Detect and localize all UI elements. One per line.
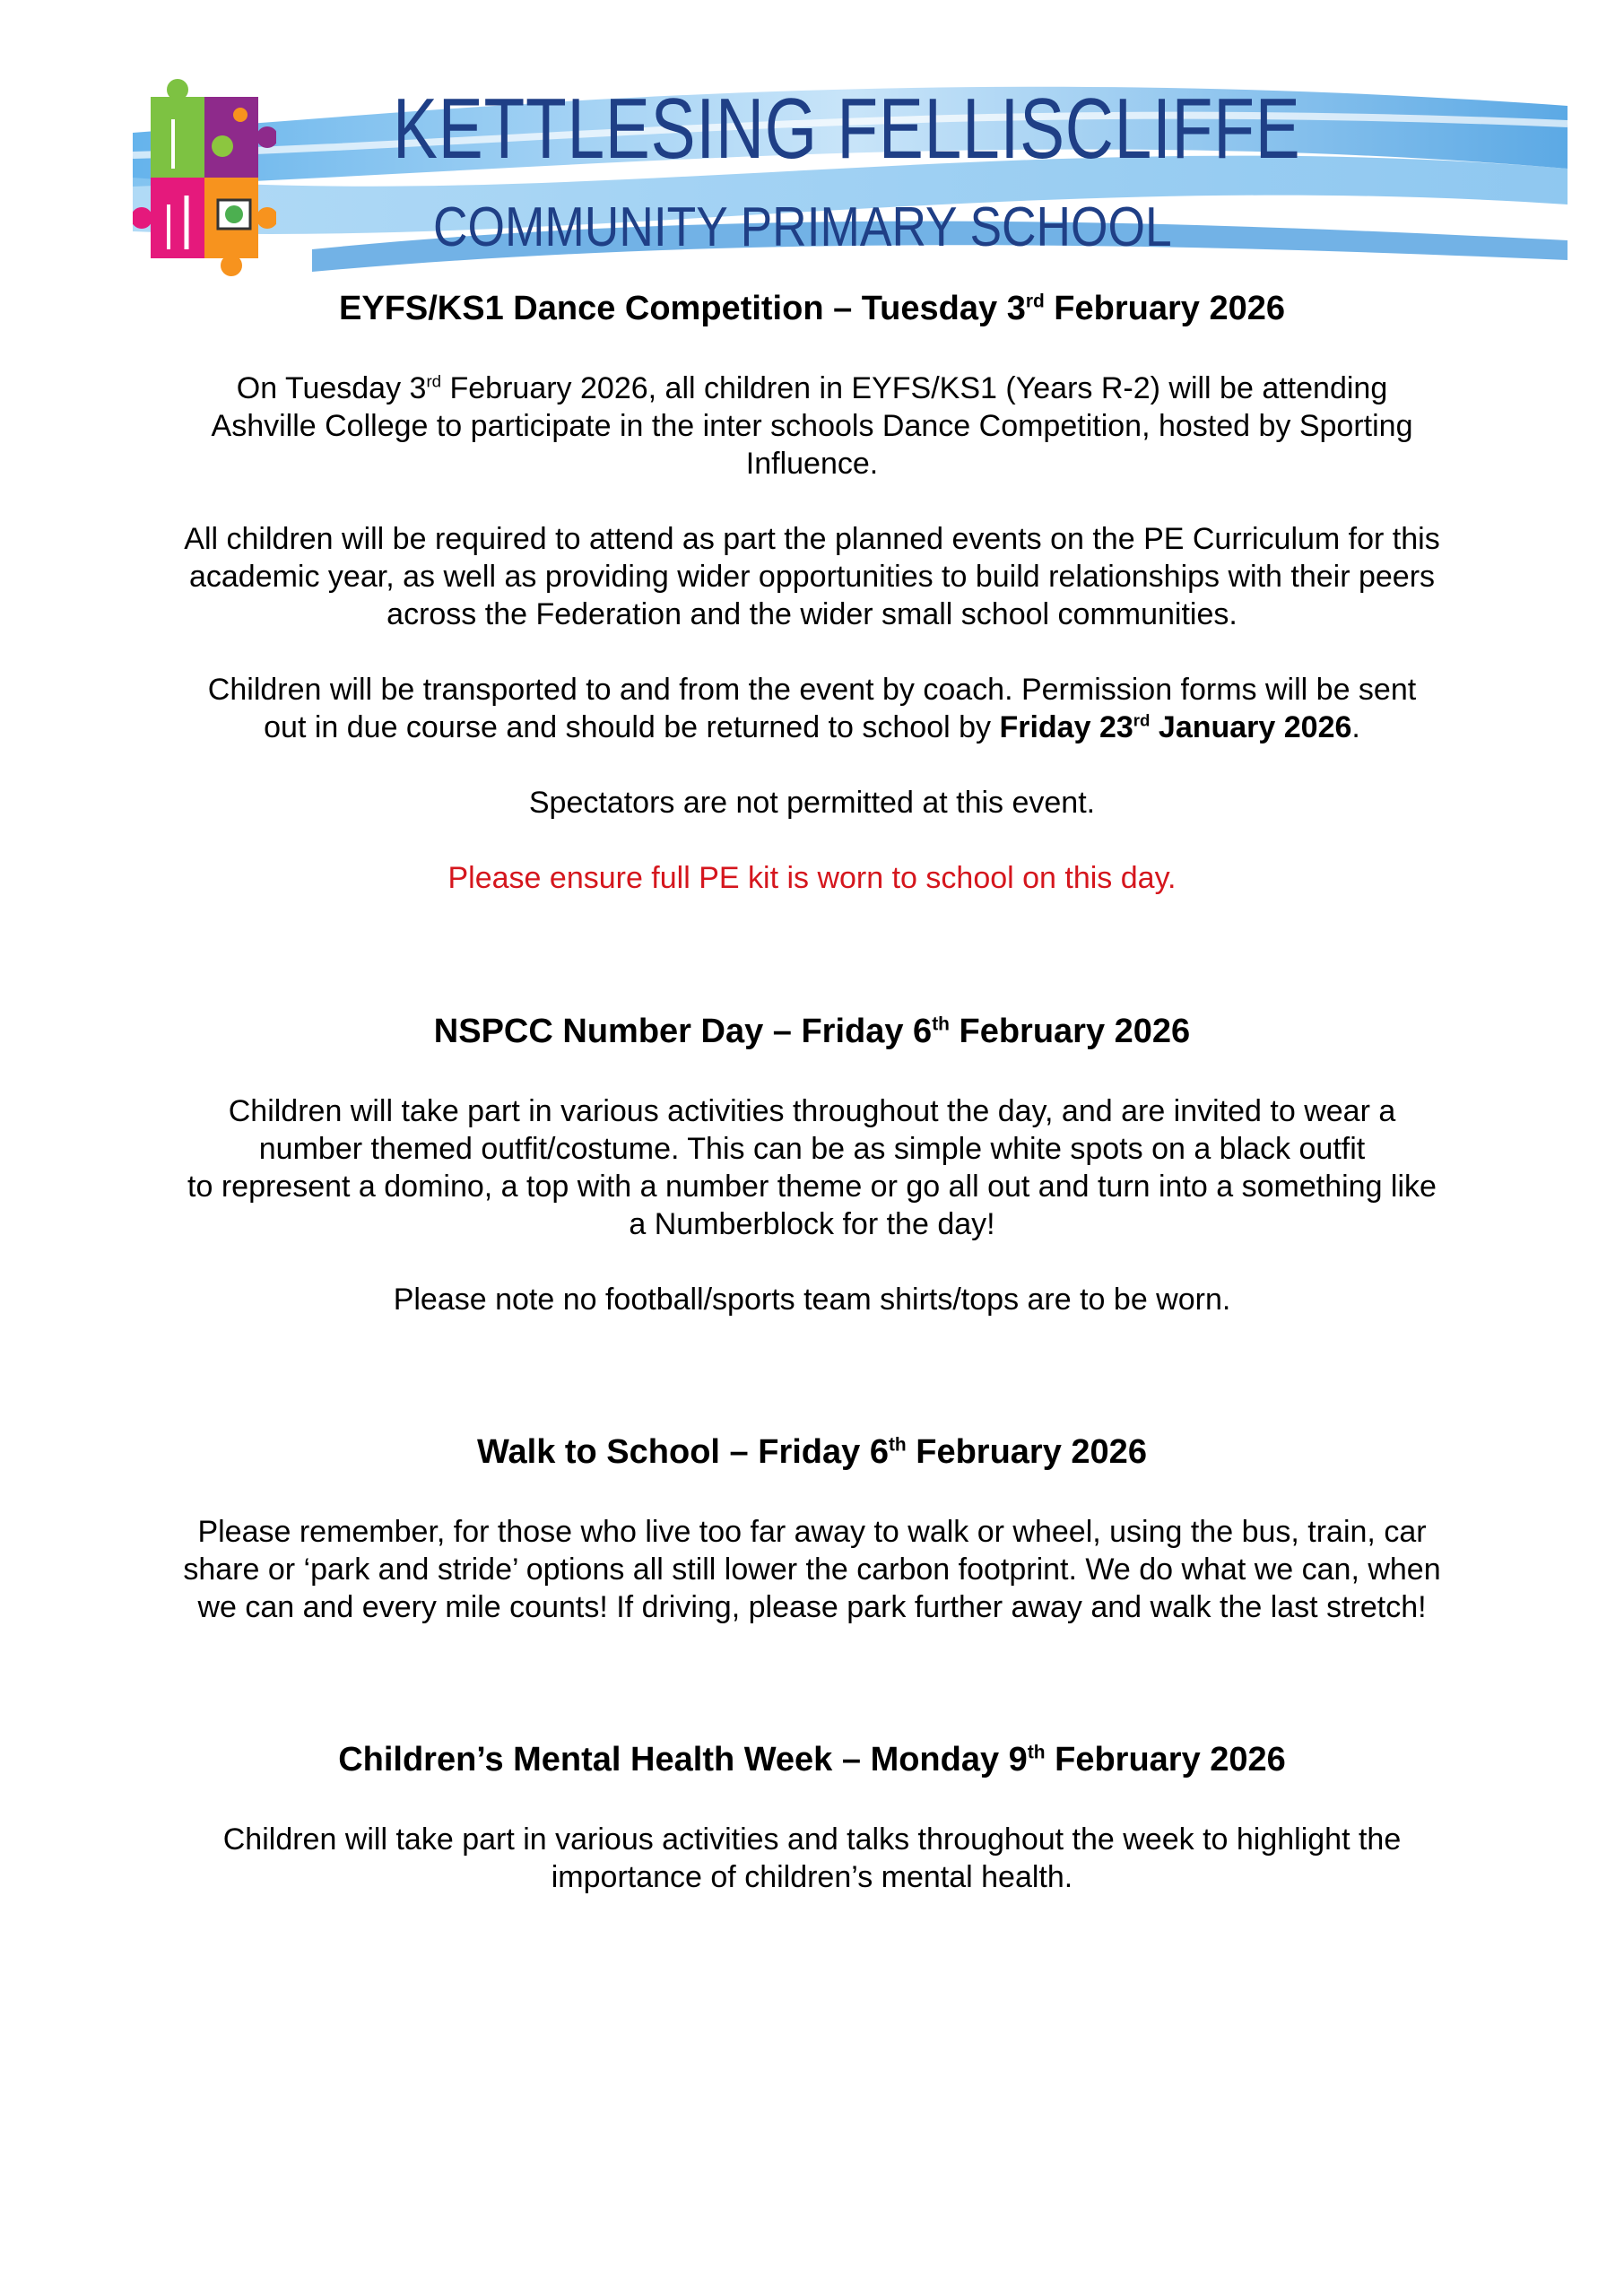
section-heading-nspcc-number-day: NSPCC Number Day – Friday 6th February 2026 [433,1013,1191,1050]
school-banner [133,70,1568,285]
section-heading-walk-to-school: Walk to School – Friday 6th February 2026 [477,1433,1147,1471]
section-heading-dance-competition: EYFS/KS1 Dance Competition – Tuesday 3rd February 2026 [339,290,1285,327]
dance-pe-kit-notice: Please ensure full PE kit is worn to school on this day. [447,861,1177,895]
school-name-line1: KETTLESING FELLISCLIFFE [393,81,1301,177]
walk-paragraph-1: Please remember, for those who live too far away to walk or wheel, using the bus, train, car share or ‘park and stride’ options all still lower the carbon footprint. We do what we can, when we can and every mile counts! If driving, please park further away and walk the last stretch! [183,1515,1441,1624]
nspcc-paragraph-1: Children will take part in various activities throughout the day, and are invited to wear a number themed outfit/costume. This can be as simple white spots on a black outfit to represent a domino, a top with a number theme or go all out and turn into a something like a Numberblock for the day! [187,1094,1437,1241]
section-heading-mental-health-week: Children’s Mental Health Week – Monday 9th February 2026 [338,1741,1286,1779]
dance-paragraph-1: On Tuesday 3rd February 2026, all children in EYFS/KS1 (Years R-2) will be attending Ashville College to participate in the inter schools Dance Competition, hosted by Sporting Influence. [211,371,1413,481]
mental-health-paragraph-1: Children will take part in various activities and talks throughout the week to highlight the importance of children’s mental health. [222,1822,1402,1894]
permission-deadline: Friday 23rd January 2026 [999,710,1352,744]
dance-paragraph-2: All children will be required to attend as part the planned events on the PE Curriculum for this academic year, as well as providing wider opportunities to build relationships with their peers across the Federation and the wider small school communities. [184,522,1440,631]
puzzle-logo-icon [133,70,276,285]
school-name-line2: COMMUNITY PRIMARY SCHOOL [433,196,1172,258]
dance-paragraph-3: Children will be transported to and from the event by coach. Permission forms will be sent out in due course and should be returned to school by Friday 23rd January 2026. [207,673,1417,744]
nspcc-paragraph-2: Please note no football/sports team shirts/tops are to be worn. [393,1283,1231,1317]
dance-spectators-note: Spectators are not permitted at this event. [528,786,1096,820]
